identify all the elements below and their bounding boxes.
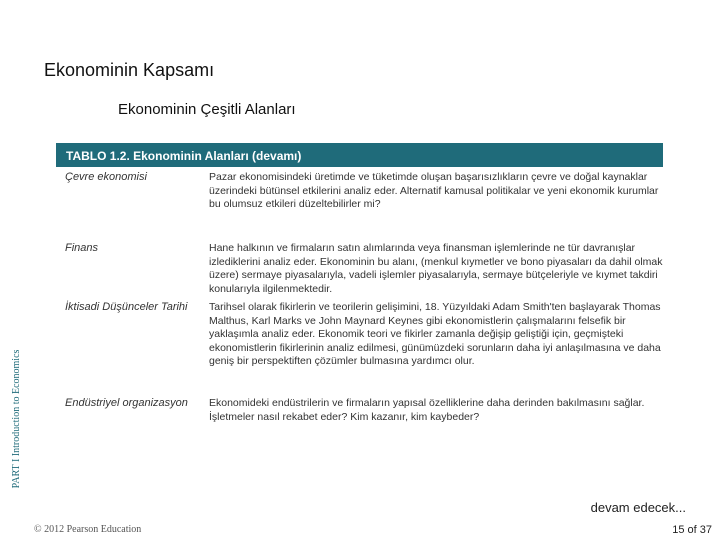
table-row bbox=[56, 301, 663, 397]
row-name: Çevre ekonomisi bbox=[65, 171, 147, 183]
copyright: © 2012 Pearson Education bbox=[34, 524, 142, 535]
row-name: İktisadi Düşünceler Tarihi bbox=[65, 301, 188, 313]
slide-subtitle: Ekonominin Çeşitli Alanları bbox=[118, 101, 296, 118]
row-name: Finans bbox=[65, 242, 99, 254]
row-description: Pazar ekonomisindeki üretimde ve tüketimde oluşan başarısızlıkların çevre ve doğal kaynaklar üzerindeki bütünsel etkilerini analiz eder. Alternatif kamusal politikalar ve yeni ekonomik kurumlar bu olumsuz etkileri düzeltebilirler mi? bbox=[209, 171, 659, 210]
slide-title: Ekonominin Kapsamı bbox=[44, 60, 215, 80]
row-description: Ekonomideki endüstrilerin ve firmaların yapısal özelliklerine daha derinden bakılmasını sağlar. İşletmeler nasıl rekabet eder? Kim kazanır, kim kaybeder? bbox=[209, 397, 645, 423]
row-description: Hane halkının ve firmaların satın alımlarında veya finansman işlemlerinde ne tür davranışlar izlediklerini analiz eder. Ekonominin bu alanı, (menkul kıymetler ve bono piyasaları da dahil olmak üzere) sermaye piyasalarıyla, vadeli işlemler piyasalarıyla, sermaye bütçeleriyle ve kıymet takdiri konularıyla ilgilenmektedir. bbox=[209, 242, 663, 295]
page-number: 15 of 37 bbox=[672, 524, 712, 536]
table-body bbox=[56, 171, 663, 437]
table-row bbox=[56, 242, 663, 301]
row-name: Endüstriyel organizasyon bbox=[65, 397, 188, 409]
table-header: TABLO 1.2. Ekonominin Alanları (devamı) bbox=[56, 143, 663, 167]
row-description: Tarihsel olarak fikirlerin ve teorilerin gelişimini, 18. Yüzyıldaki Adam Smith'ten başlayarak Thomas Malthus, Karl Marks ve John Maynard Keynes gibi ekonomistlerin çalışmalarını felsefik bir yaklaşımla analiz eder. Ekonomik teori ve fikirler zamanla değişip geliştiği için, geçmişteki ekonomistlerin fikirlerinin analiz edilmesi, günümüzdeki sorunların daha iyi anlaşılmasına ve daha geniş bir perspektiften çözümler bulmasına yardımcı olur. bbox=[209, 301, 661, 367]
table-row bbox=[56, 397, 663, 437]
part-side-label: PART I Introduction to Economics bbox=[11, 349, 22, 489]
continue-note: devam edecek... bbox=[590, 500, 686, 515]
table-row bbox=[56, 171, 663, 242]
